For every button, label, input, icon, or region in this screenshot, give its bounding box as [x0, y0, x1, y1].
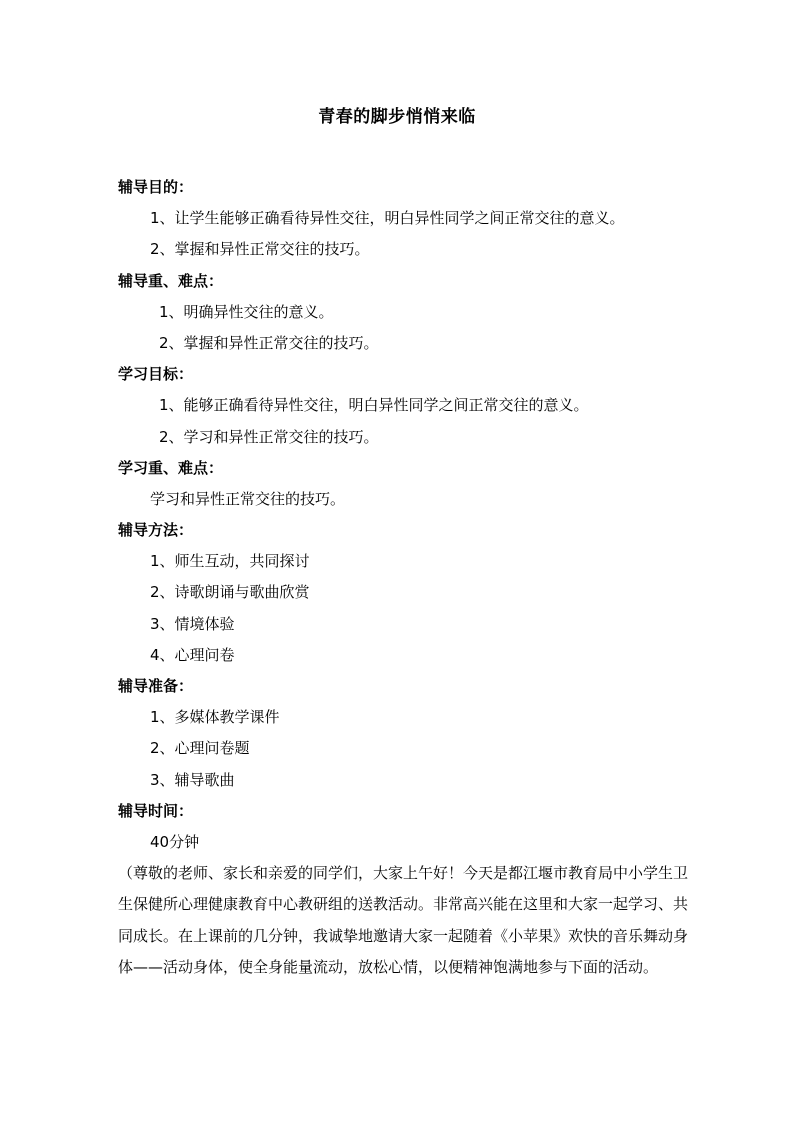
section-item: 学习和异性正常交往的技巧。 — [150, 489, 346, 508]
section-heading: 辅导时间： — [118, 801, 194, 820]
section-item: 1、能够正确看待异性交往，明白异性同学之间正常交往的意义。 — [159, 396, 589, 415]
section-item: 2、学习和异性正常交往的技巧。 — [159, 427, 379, 446]
section-item: 2、掌握和异性正常交往的技巧。 — [159, 333, 379, 352]
section-heading: 辅导重、难点： — [118, 271, 224, 290]
section-heading: 辅导方法： — [118, 521, 194, 540]
section-item: 2、掌握和异性正常交往的技巧。 — [150, 240, 370, 259]
section-item: 4、心理问卷 — [150, 645, 235, 664]
intro-paragraph: （尊敬的老师、家长和亲爱的同学们，大家上午好！今天是都江堰市教育局中小学生卫生保健所心理健康教育中心教研组的送教活动。非常高兴能在这里和大家一起学习、共同成长。在上课前的几分钟，我诚挚地邀请大家一起随着《小苹果》欢快的音乐舞动身体——活动身体，使全身能量流动，放松心情，以便精神饱满地参与下面的活动。 — [118, 864, 689, 976]
document-title: 青春的脚步悄悄来临 — [318, 107, 476, 127]
section-heading: 学习重、难点： — [118, 458, 224, 477]
section-item: 1、多媒体教学课件 — [150, 708, 280, 727]
section-item: 1、让学生能够正确看待异性交往，明白异性同学之间正常交往的意义。 — [150, 209, 625, 228]
section-item: 2、诗歌朗诵与歌曲欣赏 — [150, 583, 310, 602]
section-heading: 辅导目的： — [118, 178, 194, 196]
section-item: 3、辅导歌曲 — [150, 770, 235, 789]
section-heading: 学习目标： — [118, 365, 194, 384]
document-body — [118, 172, 688, 983]
section-item: 2、心理问卷题 — [150, 739, 250, 758]
section-item: 1、明确异性交往的意义。 — [159, 302, 334, 321]
section-item: 1、师生互动，共同探讨 — [150, 552, 310, 571]
section-heading: 辅导准备： — [118, 677, 194, 695]
section-item: 40分钟 — [150, 832, 200, 851]
section-item: 3、情境体验 — [150, 614, 235, 633]
